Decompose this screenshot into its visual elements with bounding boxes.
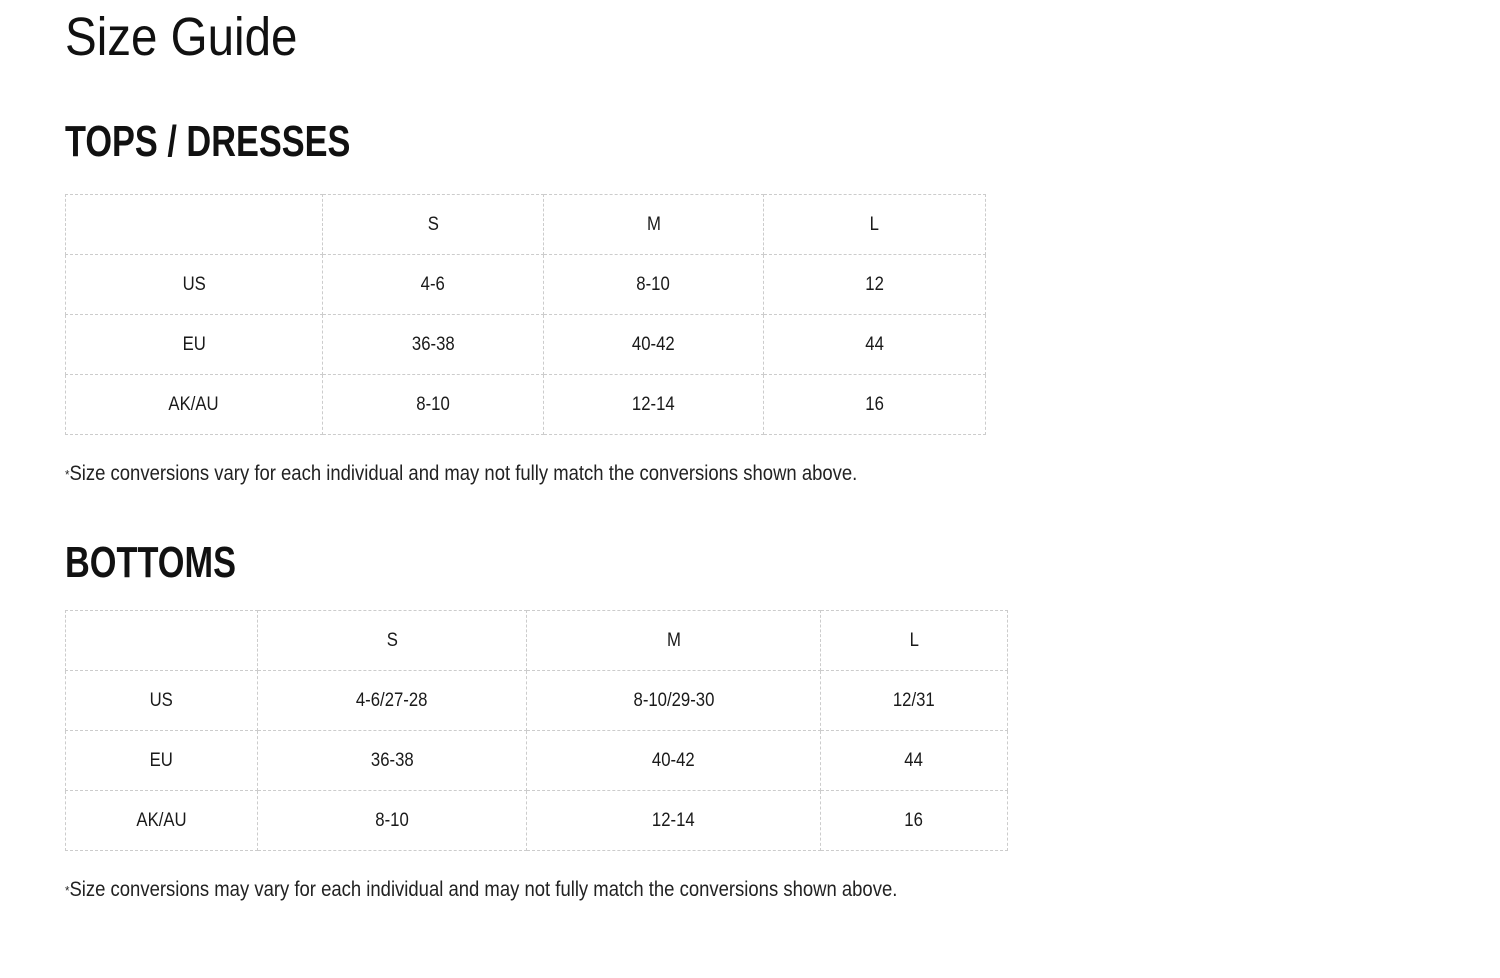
column-header-label: M (646, 213, 661, 235)
size-cell-text: 40-42 (652, 749, 695, 771)
size-cell (764, 315, 986, 375)
row-label-us (66, 255, 323, 315)
row-label-text: US (149, 689, 174, 711)
size-cell (323, 375, 544, 435)
size-cell-text: 36-38 (411, 333, 455, 355)
size-cell (821, 671, 1008, 731)
size-cell-text: 16 (865, 393, 884, 415)
tops-heading (65, 117, 1500, 166)
size-cell-text: 4-6/27-28 (356, 689, 428, 711)
page-title (65, 6, 1500, 68)
row-label-akau (66, 791, 258, 851)
size-cell-text: 36-38 (370, 749, 414, 771)
footnote-asterisk: * (65, 467, 70, 482)
tops-section (65, 117, 1500, 486)
size-cell (258, 731, 527, 791)
size-cell (764, 375, 986, 435)
size-cell (258, 671, 527, 731)
row-label-text: EU (149, 749, 174, 771)
size-cell (764, 255, 986, 315)
row-label-eu (66, 315, 323, 375)
size-cell-text: 12-14 (652, 809, 695, 831)
size-cell-text: 44 (904, 749, 924, 771)
bottoms-heading (65, 538, 1500, 587)
size-cell-text: 8-10/29-30 (633, 689, 714, 711)
size-cell-text: 8-10 (636, 273, 671, 295)
bottoms-table (65, 610, 1008, 851)
size-cell (544, 315, 764, 375)
size-cell (527, 731, 821, 791)
bottoms-column-header-s (258, 611, 527, 671)
tops-column-header-s (323, 195, 544, 255)
bottoms-footnote (65, 877, 1500, 902)
size-cell (258, 791, 527, 851)
column-header-label: S (386, 629, 398, 651)
column-header-label: L (869, 213, 880, 235)
tops-footnote (65, 461, 1500, 486)
size-cell-text: 8-10 (375, 809, 409, 831)
footnote-asterisk: * (65, 883, 70, 898)
column-header-label: L (909, 629, 919, 651)
size-cell (821, 731, 1008, 791)
bottoms-heading-text: BOTTOMS (65, 538, 236, 587)
bottoms-header-row (66, 611, 1008, 671)
row-label-us (66, 671, 258, 731)
size-cell-text: 12 (865, 273, 884, 295)
bottoms-corner-cell (66, 611, 258, 671)
size-cell-text: 8-10 (416, 393, 450, 415)
tops-row-eu (66, 315, 986, 375)
size-cell (821, 791, 1008, 851)
size-cell (544, 375, 764, 435)
row-label-text: US (182, 273, 206, 295)
tops-row-akau (66, 375, 986, 435)
column-header-label: M (666, 629, 681, 651)
size-cell-text: 4-6 (420, 273, 446, 295)
bottoms-column-header-m (527, 611, 821, 671)
tops-row-us (66, 255, 986, 315)
tops-column-header-m (544, 195, 764, 255)
size-cell (527, 791, 821, 851)
column-header-label: S (427, 213, 439, 235)
tops-header-row (66, 195, 986, 255)
bottoms-row-akau (66, 791, 1008, 851)
bottoms-footnote-text (65, 877, 897, 902)
row-label-text: AK/AU (168, 393, 220, 415)
size-cell-text: 44 (865, 333, 884, 355)
size-cell (544, 255, 764, 315)
tops-footnote-text (65, 461, 857, 486)
tops-table (65, 194, 986, 435)
size-cell (323, 255, 544, 315)
tops-corner-cell (66, 195, 323, 255)
bottoms-row-eu (66, 731, 1008, 791)
size-cell-text: 12-14 (632, 393, 675, 415)
size-cell-text: 16 (904, 809, 924, 831)
bottoms-section (65, 538, 1500, 902)
footnote-body: Size conversions vary for each individual and may not fully match the conversions shown above. (69, 462, 858, 485)
footnote-body: Size conversions may vary for each individual and may not fully match the conversions shown above. (69, 878, 898, 901)
bottoms-row-us (66, 671, 1008, 731)
bottoms-column-header-l (821, 611, 1008, 671)
row-label-text: EU (182, 333, 206, 355)
size-cell-text: 12/31 (893, 689, 935, 711)
page-title-text: Size Guide (65, 7, 298, 67)
row-label-akau (66, 375, 323, 435)
row-label-eu (66, 731, 258, 791)
tops-heading-text: TOPS / DRESSES (65, 117, 351, 166)
size-cell (527, 671, 821, 731)
tops-column-header-l (764, 195, 986, 255)
size-cell (323, 315, 544, 375)
size-cell-text: 40-42 (632, 333, 675, 355)
row-label-text: AK/AU (136, 809, 187, 831)
